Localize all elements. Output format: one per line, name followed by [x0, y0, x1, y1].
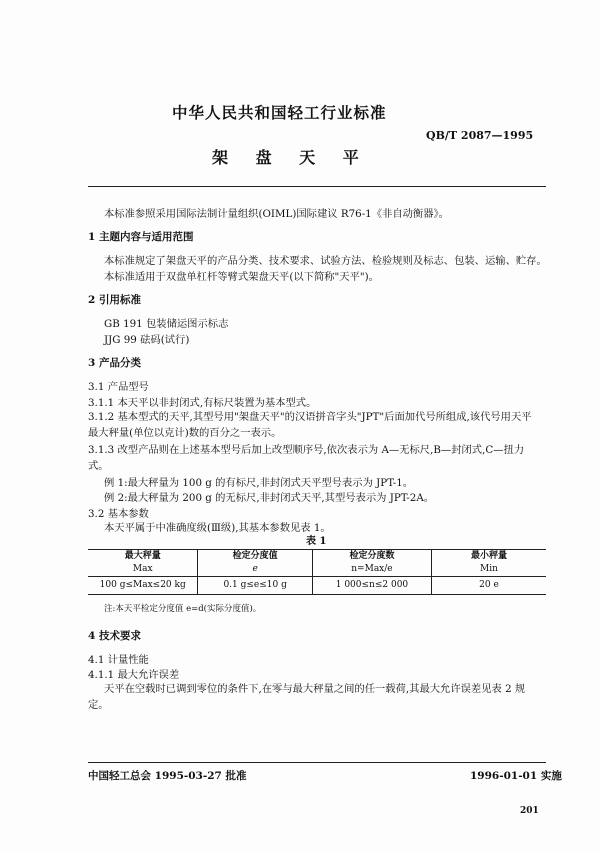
header-min-capacity: 最小秤量 — [431, 550, 546, 564]
clause-3-2-text: 本天平属于中准确度级(Ⅲ级),其基本参数见表 1。 — [104, 522, 331, 534]
table-subheader-row — [88, 563, 546, 577]
clause-3-1-2: 3.1.2 基本型式的天平,其型号用"架盘天平"的汉语拼音字头"JPT"后面加代号所组成,该代号用天平最大秤量(单位以克计)数的百分之一表示。 — [88, 411, 532, 439]
clause-3-2: 3.2 基本参数 — [88, 508, 149, 520]
bottom-rule — [88, 762, 546, 763]
clause-4-1-1: 4.1.1 最大允许误差 — [88, 669, 180, 681]
intro-paragraph: 本标准参照采用国际法制计量组织(OIML)国际建议 R76-1《非自动衡器》。 — [104, 208, 449, 220]
section-1-para-1: 本标准规定了架盘天平的产品分类、技术要求、试验方法、检验规则及标志、包装、运输、贮存。 — [104, 255, 547, 267]
page-number: 201 — [520, 806, 539, 816]
standard-number: QB/T 2087—1995 — [426, 129, 534, 142]
table-header-row — [88, 550, 546, 564]
header-max-capacity: 最大秤量 — [88, 550, 198, 564]
clause-4-1: 4.1 计量性能 — [88, 654, 149, 666]
organization-title: 中华人民共和国轻工行业标准 — [172, 103, 387, 122]
clause-3-1-1: 3.1.1 本天平以非封闭式,有标尺装置为基本型式。 — [88, 397, 317, 409]
subheader-max: Max — [88, 563, 198, 577]
cell-e-range: 0.1 g≤e≤10 g — [198, 577, 313, 595]
cell-max-range: 100 g≤Max≤20 kg — [88, 577, 198, 595]
table-row — [88, 577, 546, 595]
cell-min-value: 20 e — [431, 577, 546, 595]
subheader-e: e — [198, 563, 313, 577]
subheader-min: Min — [431, 563, 546, 577]
section-3-heading: 3 产品分类 — [88, 357, 141, 369]
clause-4-1-1-text: 天平在空载时已调到零位的条件下,在零与最大秤量之间的任一载荷,其最大允许误差见表 2 规定。 — [88, 683, 526, 711]
section-4-heading: 4 技术要求 — [88, 630, 141, 642]
example-1: 例 1:最大秤量为 100 g 的有标尺,非封闭式天平型号表示为 JPT-1。 — [104, 477, 414, 489]
section-1-para-2: 本标准适用于双盘单杠杆等臂式架盘天平(以下简称"天平")。 — [104, 271, 379, 283]
section-1-heading: 1 主题内容与适用范围 — [88, 231, 194, 243]
section-2-heading: 2 引用标准 — [88, 294, 141, 306]
approval-line: 中国轻工总会 1995-03-27 批准 — [88, 770, 247, 782]
reference-gb191: GB 191 包装储运图示标志 — [104, 318, 229, 330]
header-verification-interval: 检定分度值 — [198, 550, 313, 564]
clause-3-1: 3.1 产品型号 — [88, 381, 149, 393]
cell-n-range: 1 000≤n≤2 000 — [312, 577, 431, 595]
parameter-table — [88, 549, 546, 595]
clause-3-1-3: 3.1.3 改型产品则在上述基本型号后加上改型顺序号,依次表示为 A—无标尺,B—封闭式,C—扭力式。 — [88, 444, 525, 472]
subheader-n: n=Max/e — [312, 563, 431, 577]
effective-date: 1996-01-01 实施 — [470, 770, 562, 782]
table-caption: 表 1 — [306, 536, 327, 547]
table-note: 注:本天平检定分度值 e=d(实际分度值)。 — [104, 604, 262, 614]
header-number-of-intervals: 检定分度数 — [312, 550, 431, 564]
example-2: 例 2:最大秤量为 200 g 的无标尺,非封闭式天平,其型号表示为 JPT-2A。 — [104, 492, 435, 504]
top-rule — [88, 186, 546, 187]
document-title: 架 盘 天 平 — [212, 148, 370, 167]
reference-jjg99: JJG 99 砝码(试行) — [104, 334, 190, 346]
